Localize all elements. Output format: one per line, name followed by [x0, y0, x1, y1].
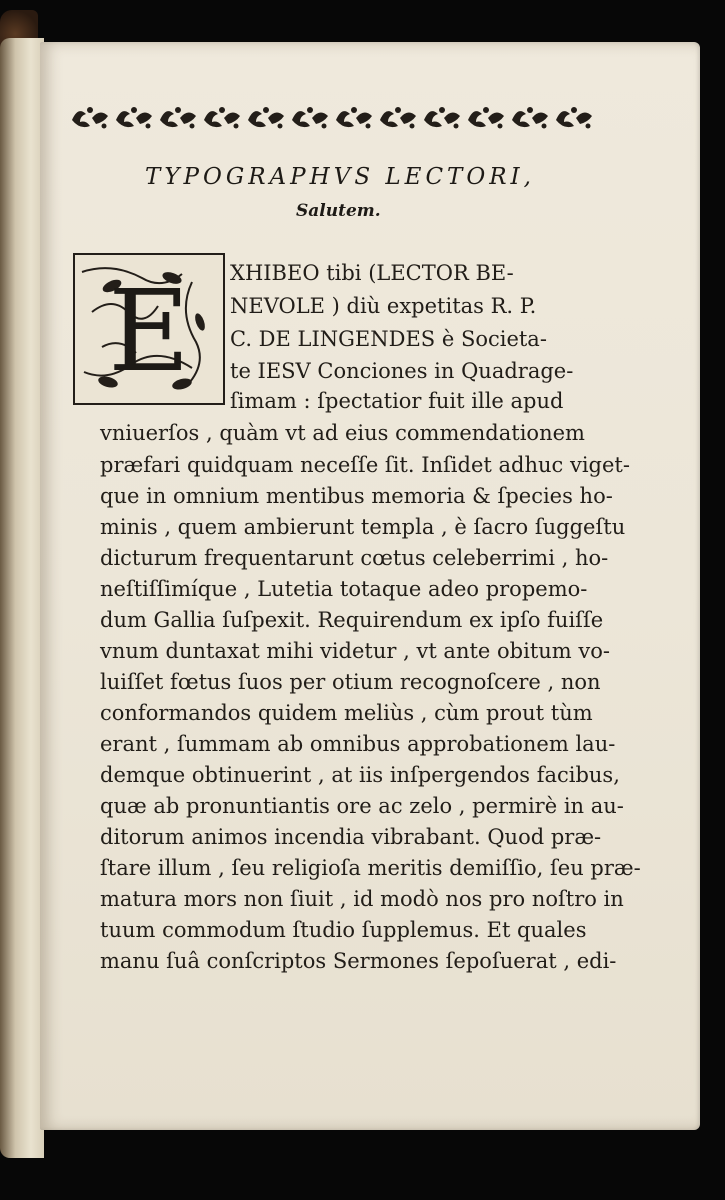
body-line: matura mors non ſiuit , id modò nos pro noſtro in — [100, 887, 624, 911]
body-line: vnum duntaxat mihi videtur , vt ante obitum vo- — [100, 639, 610, 663]
body-line: NEVOLE ) diù expetitas R. P. — [230, 294, 537, 318]
body-line: ſimam : ſpectatior fuit ille apud — [230, 389, 564, 413]
body-line: dum Gallia ſuſpexit. Requirendum ex ipſo fuiſſe — [100, 608, 604, 632]
body-line: ſtare illum , ſeu religioſa meritis demiſſio, ſeu præ- — [100, 856, 641, 880]
body-line: demque obtinuerint , at iis inſpergendos facibus, — [100, 763, 620, 787]
book-gutter — [0, 38, 44, 1158]
body-line: vniuerſos , quàm vt ad eius commendationem — [100, 421, 585, 445]
body-line: C. DE LINGENDES è Societa- — [230, 327, 547, 351]
body-line: quæ ab pronuntiantis ore ac zelo , permirè in au- — [100, 794, 624, 818]
body-line: te IESV Conciones in Quadrage- — [230, 359, 574, 383]
body-line: conformandos quidem meliùs , cùm prout tùm — [100, 701, 593, 725]
salutation: Salutem. — [296, 201, 381, 221]
body-line: que in omnium mentibus memoria & ſpecies ho- — [100, 484, 613, 508]
page-heading: TYPOGRAPHVS LECTORI, — [145, 164, 535, 190]
body-line: XHIBEO tibi (LECTOR BE- — [230, 261, 514, 285]
body-line: erant , ſummam ab omnibus approbationem lau- — [100, 732, 616, 756]
body-line: præfari quidquam neceſſe ſit. Inſidet adhuc viget- — [100, 453, 630, 477]
body-line: tuum commodum ſtudio ſupplemus. Et quales — [100, 918, 587, 942]
decorated-initial-icon — [72, 252, 226, 412]
body-line: ditorum animos incendia vibrabant. Quod præ- — [100, 825, 602, 849]
body-line: luiſſet fœtus ſuos per otium recognoſcere , non — [100, 670, 601, 694]
body-line: neſtiſſimíque , Lutetia totaque adeo propemo- — [100, 577, 588, 601]
body-line: manu ſuâ conſcriptos Sermones ſepoſuerat , edi- — [100, 949, 617, 973]
ornament-band-icon — [68, 96, 592, 136]
body-line: minis , quem ambierunt templa , è ſacro ſuggeſtu — [100, 515, 626, 539]
body-line: dicturum frequentarunt cœtus celeberrimi , ho- — [100, 546, 609, 570]
svg-text:E: E — [108, 267, 190, 397]
